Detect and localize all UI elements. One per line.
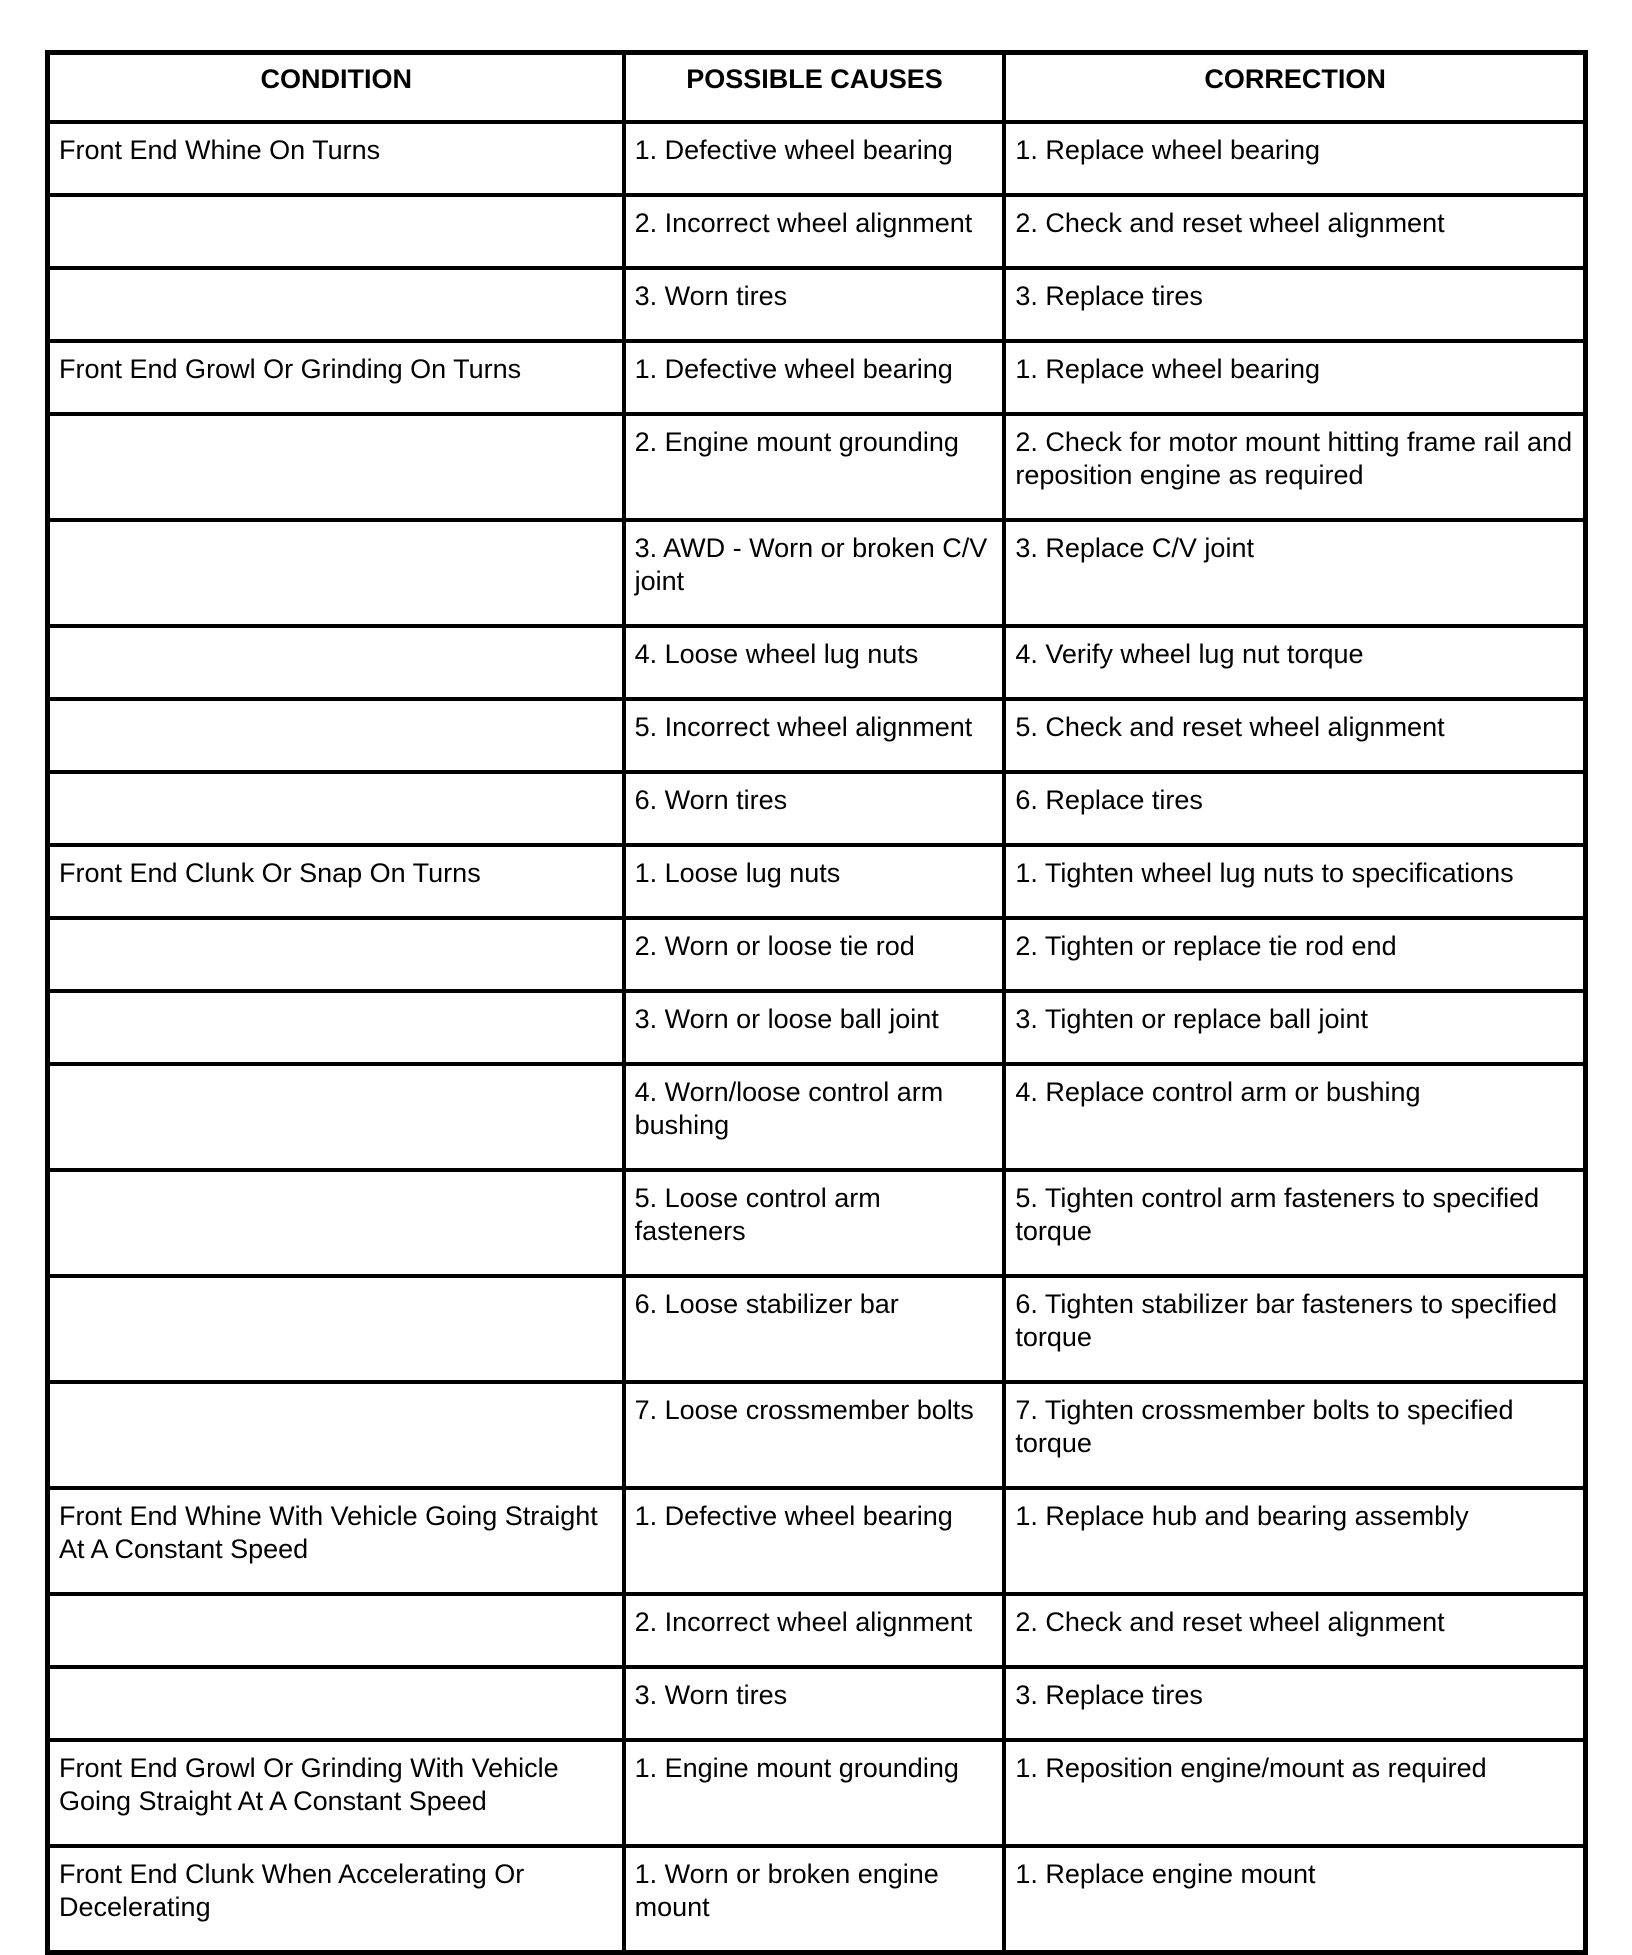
table-row [48, 1382, 1586, 1488]
cause-cell: 2. Incorrect wheel alignment [624, 195, 1005, 268]
correction-cell: 2. Tighten or replace tie rod end [1004, 918, 1585, 991]
table-row [48, 1740, 1586, 1846]
correction-cell: 7. Tighten crossmember bolts to specified torque [1004, 1382, 1585, 1488]
correction-cell: 1. Replace engine mount [1004, 1846, 1585, 1953]
condition-cell: Front End Growl Or Grinding With Vehicle Going Straight At A Constant Speed [48, 1740, 624, 1846]
condition-cell [48, 772, 624, 845]
correction-cell: 1. Replace wheel bearing [1004, 122, 1585, 195]
correction-cell: 2. Check and reset wheel alignment [1004, 195, 1585, 268]
condition-cell [48, 1064, 624, 1170]
condition-cell: Front End Whine With Vehicle Going Straight At A Constant Speed [48, 1488, 624, 1594]
table-row [48, 1667, 1586, 1740]
cause-cell: 4. Loose wheel lug nuts [624, 626, 1005, 699]
condition-cell [48, 414, 624, 520]
correction-cell: 4. Replace control arm or bushing [1004, 1064, 1585, 1170]
condition-cell [48, 1382, 624, 1488]
cause-cell: 1. Worn or broken engine mount [624, 1846, 1005, 1953]
correction-cell: 2. Check for motor mount hitting frame rail and reposition engine as required [1004, 414, 1585, 520]
cause-cell: 3. Worn tires [624, 268, 1005, 341]
cause-cell: 3. Worn or loose ball joint [624, 991, 1005, 1064]
correction-cell: 3. Tighten or replace ball joint [1004, 991, 1585, 1064]
condition-cell [48, 1594, 624, 1667]
correction-cell: 1. Replace wheel bearing [1004, 341, 1585, 414]
cause-cell: 2. Incorrect wheel alignment [624, 1594, 1005, 1667]
table-row [48, 520, 1586, 626]
cause-cell: 3. Worn tires [624, 1667, 1005, 1740]
cause-cell: 6. Loose stabilizer bar [624, 1276, 1005, 1382]
table-row [48, 699, 1586, 772]
correction-cell: 6. Tighten stabilizer bar fasteners to specified torque [1004, 1276, 1585, 1382]
diagnosis-table [45, 50, 1588, 1955]
cause-cell: 5. Loose control arm fasteners [624, 1170, 1005, 1276]
cause-cell: 5. Incorrect wheel alignment [624, 699, 1005, 772]
condition-cell: Front End Clunk Or Snap On Turns [48, 845, 624, 918]
condition-cell [48, 626, 624, 699]
condition-cell: Front End Clunk When Accelerating Or Decelerating [48, 1846, 624, 1953]
correction-cell: 5. Check and reset wheel alignment [1004, 699, 1585, 772]
condition-cell [48, 520, 624, 626]
correction-cell: 1. Replace hub and bearing assembly [1004, 1488, 1585, 1594]
table-row [48, 122, 1586, 195]
condition-cell [48, 268, 624, 341]
cause-cell: 4. Worn/loose control arm bushing [624, 1064, 1005, 1170]
condition-cell: Front End Growl Or Grinding On Turns [48, 341, 624, 414]
cause-cell: 1. Defective wheel bearing [624, 1488, 1005, 1594]
correction-cell: 3. Replace tires [1004, 268, 1585, 341]
correction-cell: 5. Tighten control arm fasteners to specified torque [1004, 1170, 1585, 1276]
correction-cell: 1. Tighten wheel lug nuts to specifications [1004, 845, 1585, 918]
correction-cell: 3. Replace C/V joint [1004, 520, 1585, 626]
table-row [48, 991, 1586, 1064]
cause-cell: 6. Worn tires [624, 772, 1005, 845]
condition-cell [48, 699, 624, 772]
condition-cell [48, 195, 624, 268]
table-row [48, 414, 1586, 520]
table-row [48, 1170, 1586, 1276]
header-correction: CORRECTION [1004, 53, 1585, 123]
table-row [48, 918, 1586, 991]
cause-cell: 1. Engine mount grounding [624, 1740, 1005, 1846]
table-row [48, 626, 1586, 699]
correction-cell: 6. Replace tires [1004, 772, 1585, 845]
table-row [48, 341, 1586, 414]
table-row [48, 1594, 1586, 1667]
condition-cell [48, 918, 624, 991]
condition-cell: Front End Whine On Turns [48, 122, 624, 195]
header-row [48, 53, 1586, 123]
cause-cell: 2. Worn or loose tie rod [624, 918, 1005, 991]
condition-cell [48, 1276, 624, 1382]
table-row [48, 1846, 1586, 1953]
table-row [48, 195, 1586, 268]
cause-cell: 1. Defective wheel bearing [624, 341, 1005, 414]
header-condition: CONDITION [48, 53, 624, 123]
table-row [48, 268, 1586, 341]
condition-cell [48, 1170, 624, 1276]
cause-cell: 2. Engine mount grounding [624, 414, 1005, 520]
cause-cell: 3. AWD - Worn or broken C/V joint [624, 520, 1005, 626]
correction-cell: 1. Reposition engine/mount as required [1004, 1740, 1585, 1846]
table-row [48, 1488, 1586, 1594]
correction-cell: 3. Replace tires [1004, 1667, 1585, 1740]
cause-cell: 1. Defective wheel bearing [624, 122, 1005, 195]
correction-cell: 2. Check and reset wheel alignment [1004, 1594, 1585, 1667]
table-row [48, 1064, 1586, 1170]
condition-cell [48, 1667, 624, 1740]
condition-cell [48, 991, 624, 1064]
header-possible-causes: POSSIBLE CAUSES [624, 53, 1005, 123]
table-row [48, 1276, 1586, 1382]
table-row [48, 845, 1586, 918]
table-row [48, 772, 1586, 845]
correction-cell: 4. Verify wheel lug nut torque [1004, 626, 1585, 699]
cause-cell: 1. Loose lug nuts [624, 845, 1005, 918]
cause-cell: 7. Loose crossmember bolts [624, 1382, 1005, 1488]
